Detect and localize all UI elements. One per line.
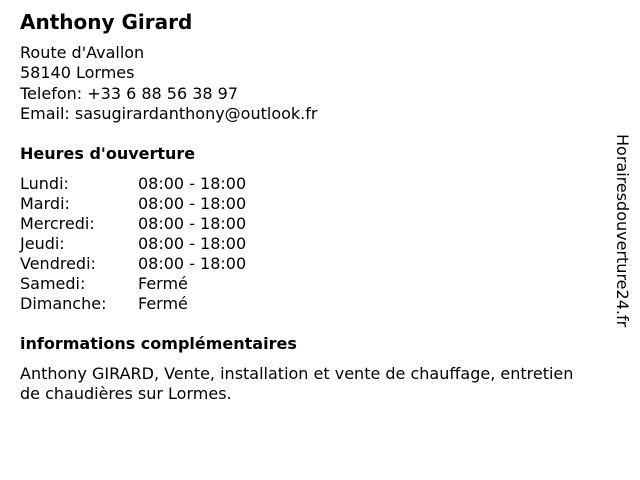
hours-row-monday (20, 174, 440, 194)
opening-hours-heading: Heures d'ouverture (20, 144, 196, 163)
hours-row-sunday (20, 294, 440, 314)
hours-row-tuesday (20, 194, 440, 214)
hours-row-friday (20, 254, 440, 274)
watermark-site-name: Horairesdouverture24.fr (613, 134, 632, 328)
email-address: Email: sasugirardanthony@outlook.fr (20, 104, 318, 123)
hours-time-value: Fermé (138, 294, 188, 313)
street-address: Route d'Avallon (20, 43, 145, 62)
business-name: Anthony Girard (20, 10, 193, 34)
hours-time-value: 08:00 - 18:00 (138, 234, 247, 253)
additional-info-heading: informations complémentaires (20, 334, 297, 353)
hours-day-label: Jeudi: (20, 234, 65, 253)
hours-day-label: Vendredi: (20, 254, 96, 273)
hours-time-value: 08:00 - 18:00 (138, 194, 247, 213)
phone-number: Telefon: +33 6 88 56 38 97 (20, 84, 239, 103)
hours-time-value: 08:00 - 18:00 (138, 214, 247, 233)
hours-time-value: 08:00 - 18:00 (138, 174, 247, 193)
hours-day-label: Mercredi: (20, 214, 95, 233)
hours-time-value: 08:00 - 18:00 (138, 254, 247, 273)
hours-day-label: Dimanche: (20, 294, 107, 313)
hours-day-label: Samedi: (20, 274, 86, 293)
business-description: Anthony GIRARD, Vente, installation et vente de chauffage, entretien de chaudières sur Lormes. (20, 364, 574, 403)
hours-row-wednesday (20, 214, 440, 234)
hours-time-value: Fermé (138, 274, 188, 293)
hours-row-thursday (20, 234, 440, 254)
city-postcode: 58140 Lormes (20, 63, 135, 82)
hours-day-label: Mardi: (20, 194, 70, 213)
hours-day-label: Lundi: (20, 174, 69, 193)
opening-hours-table (20, 174, 440, 314)
hours-row-saturday (20, 274, 440, 294)
